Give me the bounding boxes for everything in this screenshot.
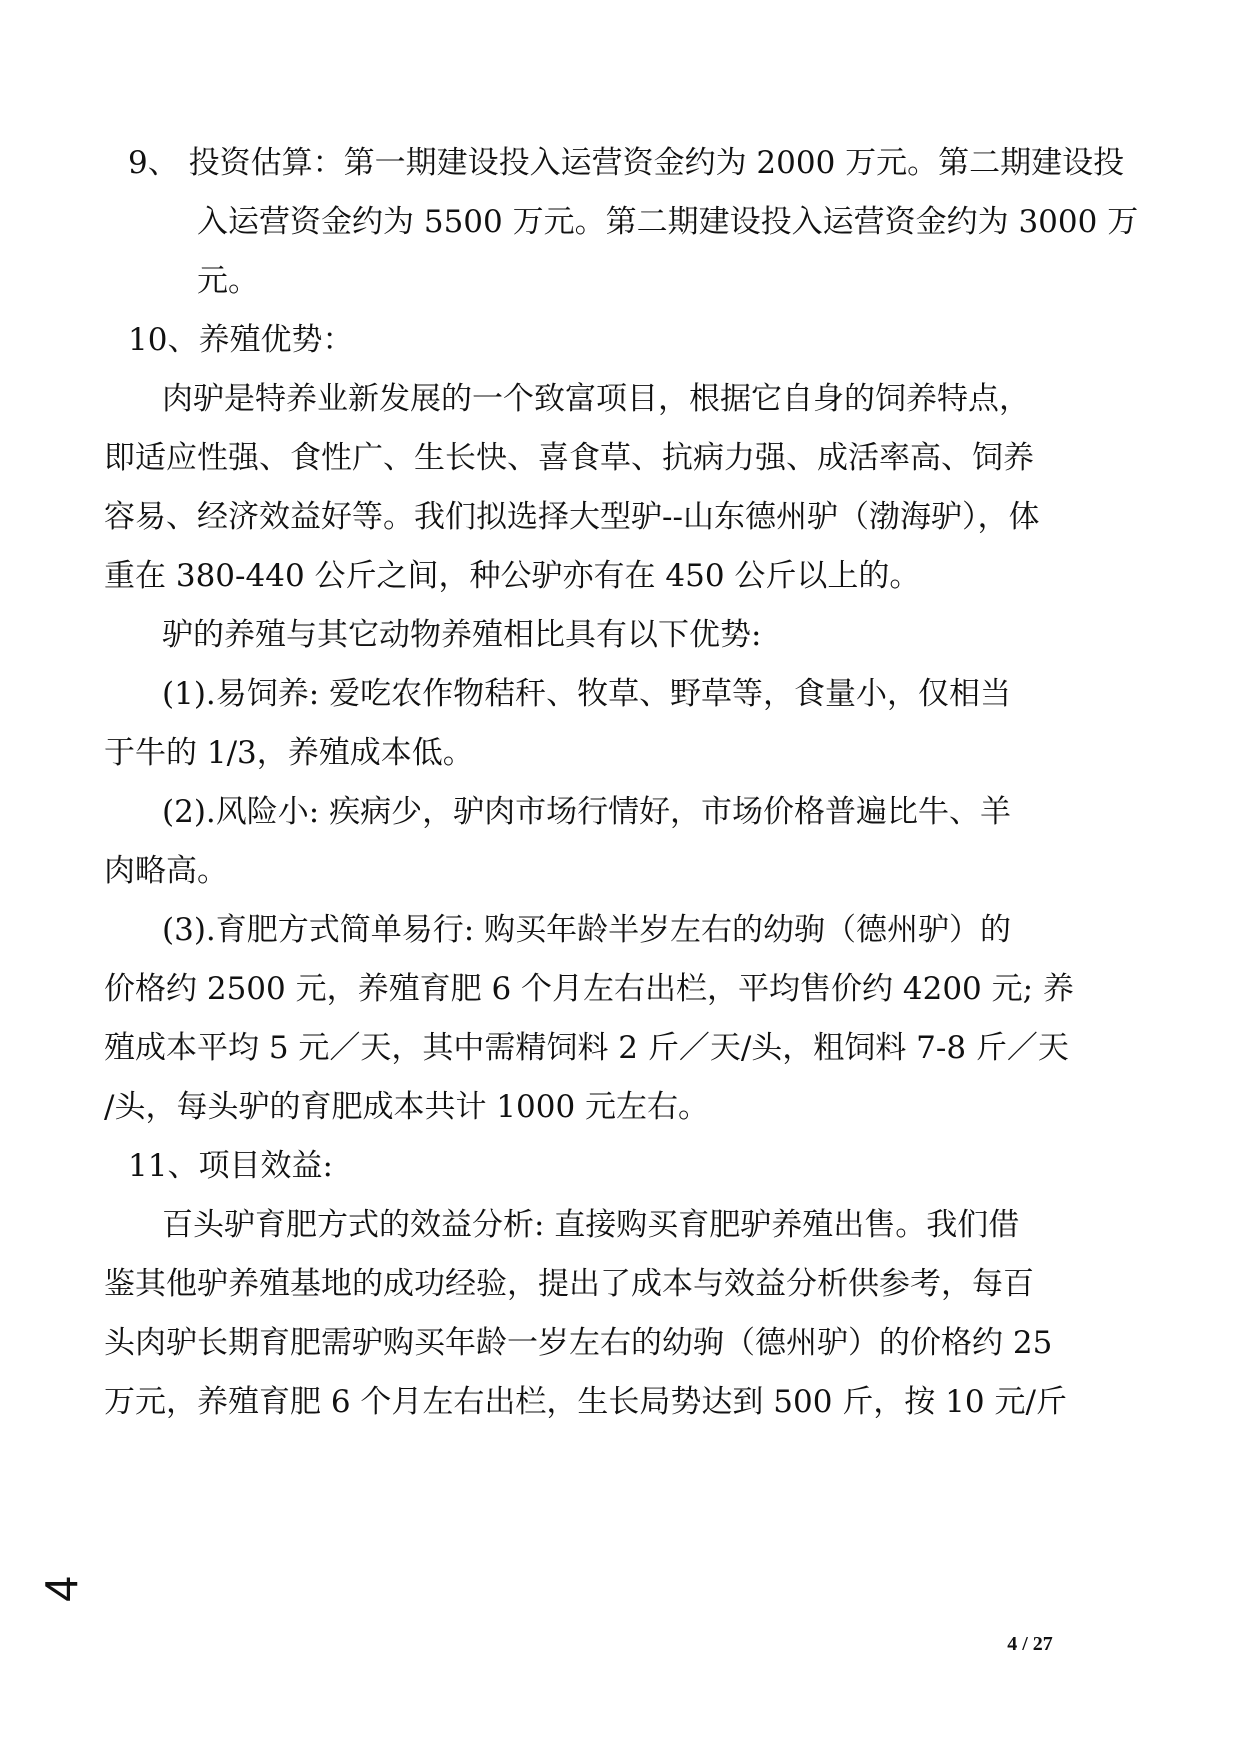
text-line: 鉴其他驴养殖基地的成功经验，提出了成本与效益分析供参考，每百 xyxy=(104,1266,1034,1302)
text-line: 于牛的 1/3，养殖成本低。 xyxy=(104,735,474,771)
section-heading: 11、项目效益: xyxy=(128,1148,333,1184)
text-line: 百头驴育肥方式的效益分析: 直接购买育肥驴养殖出售。我们借 xyxy=(162,1207,1020,1243)
text-line: /头，每头驴的育肥成本共计 1000 元左右。 xyxy=(104,1089,710,1125)
text-line: 价格约 2500 元，养殖育肥 6 个月左右出栏，平均售价约 4200 元; 养 xyxy=(104,971,1074,1007)
text-line: 元。 xyxy=(197,263,259,299)
page-indicator: 4 / 27 xyxy=(1007,1633,1053,1655)
text-line: 入运营资金约为 5500 万元。第二期建设投入运营资金约为 3000 万 xyxy=(197,204,1139,240)
text-line: 即适应性强、食性广、生长快、喜食草、抗病力强、成活率高、饲养 xyxy=(104,440,1034,476)
text-line: (1).易饲养: 爱吃农作物秸秆、牧草、野草等，食量小，仅相当 xyxy=(162,676,1012,712)
text-line: 容易、经济效益好等。我们拟选择大型驴--山东德州驴（渤海驴），体 xyxy=(104,499,1040,535)
side-page-number: 4 xyxy=(35,1576,87,1602)
text-line: 9、 投资估算：第一期建设投入运营资金约为 2000 万元。第二期建设投 xyxy=(128,145,1125,181)
text-line: 重在 380-440 公斤之间，种公驴亦有在 450 公斤以上的。 xyxy=(104,558,921,594)
text-line: 万元，养殖育肥 6 个月左右出栏，生长局势达到 500 斤，按 10 元/斤 xyxy=(104,1384,1067,1420)
text-line: 殖成本平均 5 元／天，其中需精饲料 2 斤／天/头，粗饲料 7-8 斤／天 xyxy=(104,1030,1069,1066)
text-line: (2).风险小: 疾病少，驴肉市场行情好，市场价格普遍比牛、羊 xyxy=(162,794,1012,830)
text-line: (3).育肥方式简单易行: 购买年龄半岁左右的幼驹（德州驴）的 xyxy=(162,912,1012,948)
text-line: 驴的养殖与其它动物养殖相比具有以下优势: xyxy=(162,617,762,653)
text-line: 肉驴是特养业新发展的一个致富项目，根据它自身的饲养特点， xyxy=(162,381,1030,417)
text-line: 肉略高。 xyxy=(104,853,228,889)
section-heading: 10、养殖优势： xyxy=(128,322,354,358)
text-line: 头肉驴长期育肥需驴购买年龄一岁左右的幼驹（德州驴）的价格约 25 xyxy=(104,1325,1053,1361)
